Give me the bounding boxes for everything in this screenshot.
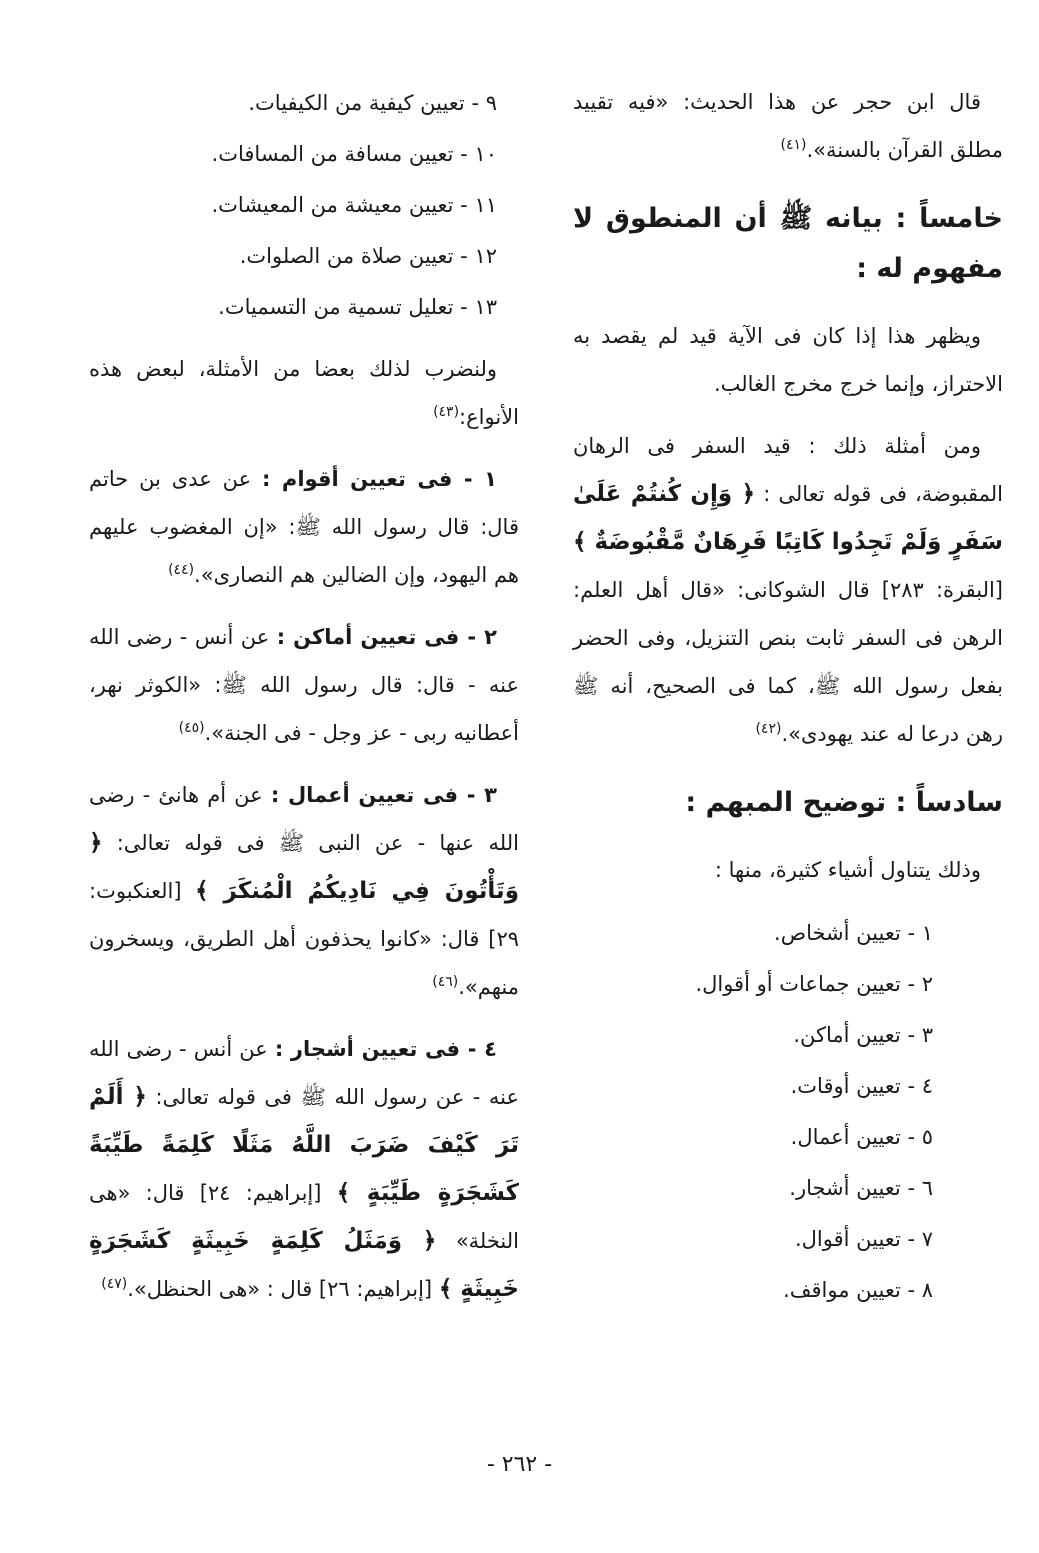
paragraph (573, 422, 1003, 758)
list-item: ١٠ - تعيين مسافة من المسافات. (211, 142, 497, 166)
quran-verse: ﴿ أَلَمْ تَرَ كَيْفَ ضَرَبَ اللَّهُ مَثَلًا كَلِمَةً طَيِّبَةً كَشَجَرَةٍ طَيِّبَةٍ ﴾ (89, 1084, 519, 1206)
list-item: ٣ - تعيين أماكن. (793, 1023, 933, 1047)
list-item: ١١ - تعيين معيشة من المعيشات. (211, 193, 497, 217)
list-item: ١٢ - تعيين صلاة من الصلوات. (239, 244, 497, 268)
example-text: عن أنس - رضى الله عنه - قال: قال رسول الله ﷺ: «الكوثر نهر، أعطانيه ربى - عز وجل - فى الجنة». (89, 625, 519, 745)
list-item: ٧ - تعيين أقوال. (794, 1227, 933, 1251)
footnote-ref: (٤٦) (432, 974, 459, 990)
example-title: ٤ - فى تعيين أشجار : (274, 1037, 497, 1061)
example-title: ٢ - فى تعيين أماكن : (276, 625, 497, 649)
quran-verse: ﴿ وَإِن كُنتُمْ عَلَىٰ سَفَرٍ وَلَمْ تَجِدُوا كَاتِبًا فَرِهَانٌ مَّقْبُوضَةٌ ﴾ (573, 481, 1003, 555)
list-item: ٩ - تعيين كيفية من الكيفيات. (248, 91, 497, 115)
example-3 (89, 771, 519, 1011)
right-column (573, 78, 1003, 1328)
list-intro: وذلك يتناول أشياء كثيرة، منها : (714, 858, 981, 882)
example-text: [العنكبوت: ٢٩] قال: «كانوا يحذفون أهل الطريق، ويسخرون منهم». (89, 879, 519, 999)
footnote-ref: (٤٤) (168, 562, 195, 578)
example-text: عن عدى بن حاتم قال: قال رسول الله ﷺ: «إن المغضوب عليهم هم اليهود، وإن الضالين هم النصارى». (89, 467, 519, 587)
examples-intro (89, 345, 519, 441)
example-text: عن أم هانئ - رضى الله عنها - عن النبى ﷺ فى قوله تعالى: (89, 783, 519, 855)
list-item: ٨ - تعيين مواقف. (783, 1278, 933, 1302)
example-title: ١ - فى تعيين أقوام : (262, 467, 497, 491)
page-number: - ٢٦٢ - (486, 1452, 553, 1477)
list-item: ١ - تعيين أشخاص. (774, 921, 933, 945)
intro-text: قال ابن حجر عن هذا الحديث: «فيه تقييد مطلق القرآن بالسنة». (573, 90, 1003, 162)
list-item: ٥ - تعيين أعمال. (790, 1125, 933, 1149)
example-text: [إبراهيم: ٢٤] قال: «هى النخلة» (89, 1181, 519, 1253)
example-2 (89, 613, 519, 757)
footnote-ref: (٤٥) (178, 720, 205, 736)
quran-verse: ﴿ وَتَأْتُونَ فِي نَادِيكُمُ الْمُنكَرَ ﴾ (89, 830, 519, 904)
section-heading-5: خامساً : بيانه ﷺ أن المنطوق لا مفهوم له : (573, 203, 1003, 284)
section-heading-6: سادساً : توضيح المبهم : (685, 787, 1003, 818)
paragraph-text: ولنضرب لذلك بعضا من الأمثلة، لبعض هذه الأنواع: (89, 357, 519, 429)
footnote-ref: (٤١) (780, 137, 807, 153)
left-column (89, 78, 519, 1327)
example-title: ٣ - فى تعيين أعمال : (270, 783, 497, 807)
example-text: عن أنس - رضى الله عنه - عن رسول الله ﷺ فى قوله تعالى: (89, 1037, 519, 1109)
list-item: ١٣ - تعليل تسمية من التسميات. (218, 295, 497, 319)
footnote-ref: (٤٣) (433, 404, 460, 420)
item-list (89, 78, 519, 333)
intro-paragraph (573, 78, 1003, 174)
paragraph: ويظهر هذا إذا كان فى الآية قيد لم يقصد به الاحتراز، وإنما خرج مخرج الغالب. (573, 324, 1003, 396)
paragraph-text: [البقرة: ٢٨٣] قال الشوكانى: «قال أهل العلم: الرهن فى السفر ثابت بنص التنزيل، وفى الحضر بفعل رسول الله ﷺ، كما فى الصحيح، أنه ﷺ رهن درعا له عند يهودى». (573, 578, 1003, 746)
list-item: ٢ - تعيين جماعات أو أقوال. (695, 972, 933, 996)
list-item: ٦ - تعيين أشجار. (789, 1176, 933, 1200)
item-list (573, 908, 1003, 1316)
example-4 (89, 1025, 519, 1313)
example-text: [إبراهيم: ٢٦] قال : «هى الحنظل». (127, 1277, 433, 1301)
example-1 (89, 455, 519, 599)
footnote-ref: (٤٢) (755, 721, 782, 737)
footnote-ref: (٤٧) (101, 1276, 128, 1292)
paragraph-text: ومن أمثلة ذلك : قيد السفر فى الرهان المقبوضة، فى قوله تعالى : (573, 434, 1003, 506)
list-item: ٤ - تعيين أوقات. (790, 1074, 933, 1098)
quran-verse: ﴿ وَمَثَلُ كَلِمَةٍ خَبِيثَةٍ كَشَجَرَةٍ خَبِيثَةٍ ﴾ (89, 1228, 519, 1302)
